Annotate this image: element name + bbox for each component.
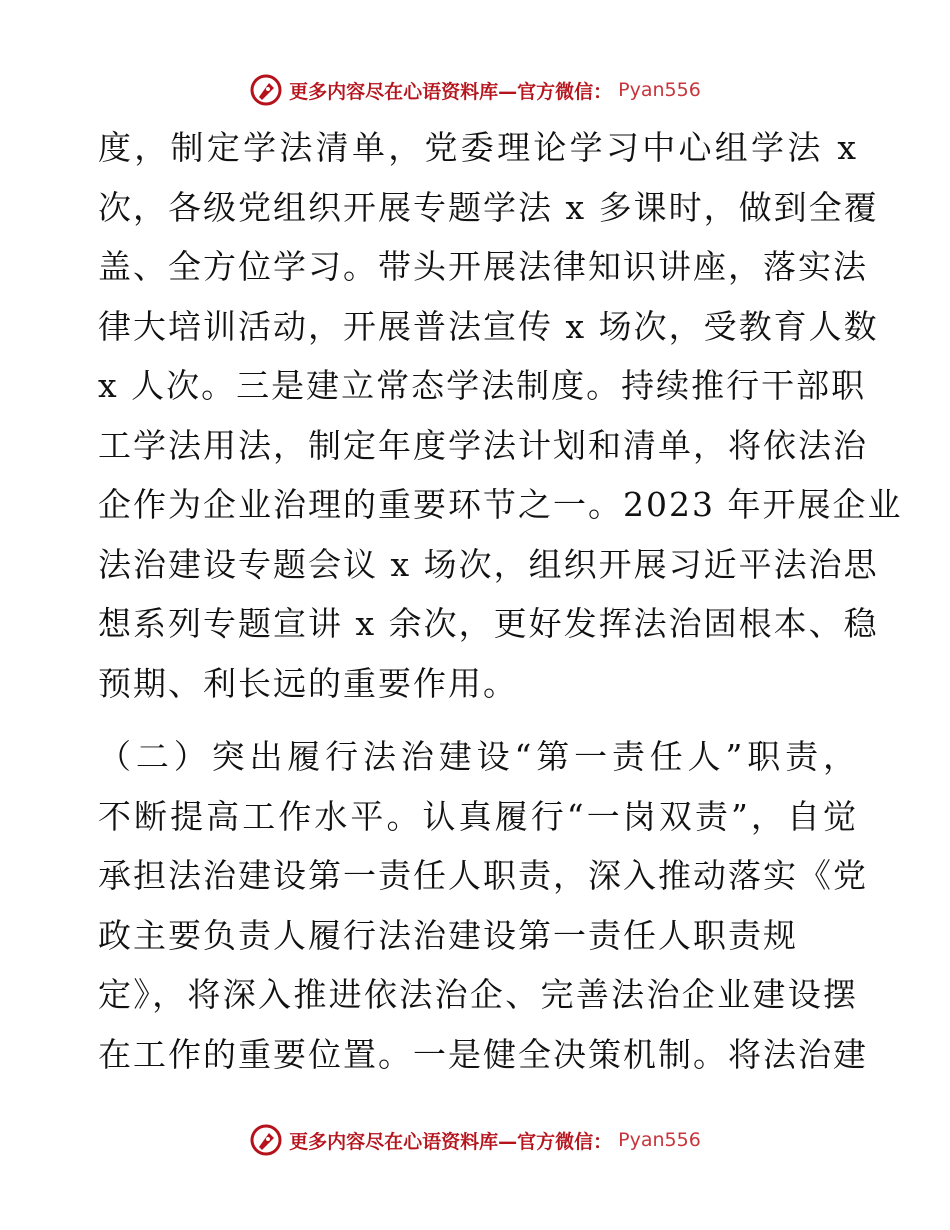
text-line: 工学法用法，制定年度学法计划和清单，将依法治 xyxy=(98,425,868,465)
text-line: 律大培训活动，开展普法宣传 x 场次，受教育人数 xyxy=(98,306,879,346)
text-line: 承担法治建设第一责任人职责，深入推动落实《党 xyxy=(98,856,868,895)
text-line: 企作为企业治理的重要环节之一。2023 年开展企业 xyxy=(98,485,903,524)
text-line: 次，各级党组织开展专题学法 x 多课时，做到全覆 xyxy=(98,187,879,227)
pen-nib-logo-icon xyxy=(249,1123,283,1157)
watermark-text: 更多内容尽在心语资料库—官方微信： xyxy=(289,1130,613,1153)
footer-watermark xyxy=(0,1120,950,1160)
text-line: 法治建设专题会议 x 场次，组织开展习近平法治思 xyxy=(98,544,879,584)
text-line: 在工作的重要位置。一是健全决策机制。将法治建 xyxy=(98,1034,868,1074)
text-line: 想系列专题宣讲 x 余次，更好发挥法治固根本、稳 xyxy=(98,604,879,643)
text-line: 政主要负责人履行法治建设第一责任人职责规 xyxy=(98,915,798,955)
pen-nib-logo-icon xyxy=(249,73,283,107)
watermark-wechat-id: Pyan556 xyxy=(618,1129,701,1151)
text-line: x 人次。三是建立常态学法制度。持续推行干部职 xyxy=(98,366,867,405)
text-line: 盖、全方位学习。带头开展法律知识讲座，落实法 xyxy=(98,247,868,286)
header-watermark xyxy=(0,70,950,110)
document-body xyxy=(98,118,903,1084)
text-line: 定》，将深入推进依法治企、完善法治企业建设摆 xyxy=(98,975,858,1014)
watermark-text: 更多内容尽在心语资料库—官方微信： xyxy=(289,80,613,103)
text-line: 不断提高工作水平。认真履行“一岗双责”，自觉 xyxy=(98,796,858,836)
section-heading-line: （二）突出履行法治建设“第一责任人”职责， xyxy=(98,737,858,776)
text-line: 度，制定学法清单，党委理论学习中心组学法 x xyxy=(98,128,858,167)
watermark-wechat-id: Pyan556 xyxy=(618,79,701,101)
text-line: 预期、利长远的重要作用。 xyxy=(98,663,518,703)
